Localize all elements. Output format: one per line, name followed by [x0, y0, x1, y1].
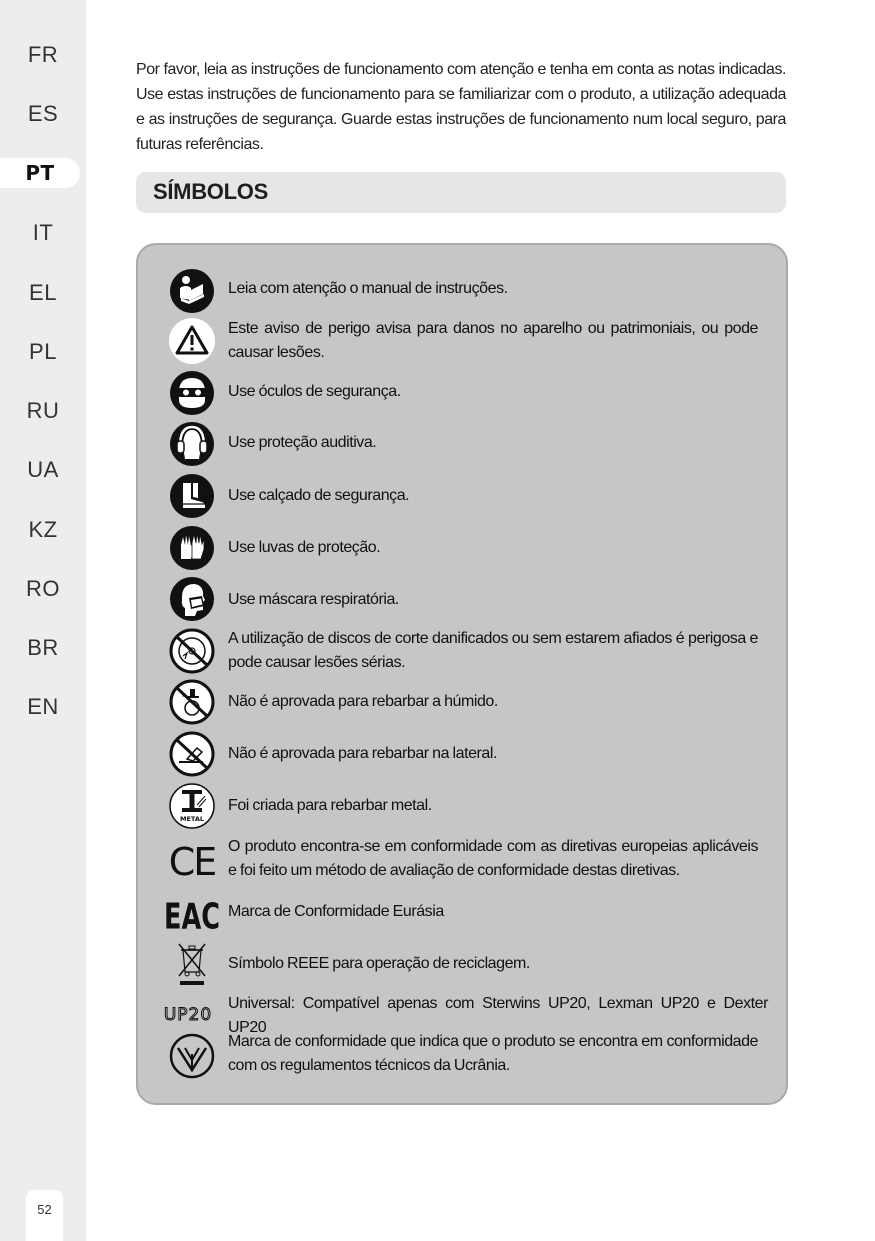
ce-label: CE	[168, 840, 216, 884]
safety-boots-icon	[168, 472, 216, 520]
language-sidebar	[0, 0, 86, 1241]
warning-icon	[168, 317, 216, 365]
symbol-description: Use máscara respiratória.	[228, 591, 399, 608]
symbol-description: Marca de Conformidade Eurásia	[228, 903, 444, 920]
symbol-description: Leia com atenção o manual de instruções.	[228, 280, 508, 297]
language-tab-pt[interactable]: PT	[0, 158, 80, 188]
ce-mark-icon	[168, 837, 216, 885]
eac-label: EAC	[163, 896, 221, 938]
no-side-grinding-icon	[168, 730, 216, 778]
symbol-description: Use óculos de segurança.	[228, 383, 401, 400]
symbol-description: Use luvas de proteção.	[228, 539, 381, 556]
language-tab-es[interactable]: ES	[27, 101, 59, 126]
symbol-description: A utilização de discos de corte danificados ou sem estarem afiados é perigosa e pode causar lesões sérias.	[228, 630, 758, 671]
up20-logo-icon	[158, 990, 218, 1038]
language-tab-pl[interactable]: PL	[29, 339, 57, 364]
symbol-description: Universal: Compatível apenas com Sterwins UP20, Lexman UP20 e Dexter UP20	[228, 995, 768, 1036]
ear-protection-icon	[168, 420, 216, 468]
symbol-description: Não é aprovada para rebarbar na lateral.	[228, 745, 497, 762]
read-manual-icon	[168, 267, 216, 315]
metal-label: METAL	[179, 815, 205, 823]
metal-grinding-icon	[168, 782, 216, 830]
eac-mark-icon	[163, 888, 221, 938]
language-tab-el[interactable]: EL	[29, 280, 57, 305]
symbol-description: Use proteção auditiva.	[228, 434, 377, 451]
weee-bin-icon	[168, 939, 216, 987]
symbol-description: Foi criada para rebarbar metal.	[228, 797, 432, 814]
intro-paragraph: Por favor, leia as instruções de funcionamento com atenção e tenha em conta as notas indicadas. Use estas instruções de funcionamento para se familiarizar com o produto, a utilização adequada e as instruções de segurança. Guarde estas instruções de funcionamento num local seguro, para futuras referências.	[136, 61, 786, 153]
language-tab-ua[interactable]: UA	[27, 457, 59, 482]
no-wet-grinding-icon	[168, 678, 216, 726]
symbols-panel	[136, 243, 788, 1105]
language-tab-br[interactable]: BR	[27, 635, 59, 660]
language-tab-ro[interactable]: RO	[26, 576, 60, 601]
symbol-description: Marca de conformidade que indica que o produto se encontra em conformidade com os regulamentos técnicos da Ucrânia.	[228, 1033, 758, 1074]
ukraine-conformity-icon	[168, 1032, 216, 1080]
symbol-description: Use calçado de segurança.	[228, 487, 410, 504]
section-header	[136, 172, 786, 213]
no-damaged-disc-icon	[168, 627, 216, 675]
page-number: 52	[26, 1190, 63, 1241]
section-title: SÍMBOLOS	[153, 179, 268, 204]
protective-gloves-icon	[168, 524, 216, 572]
symbol-description: O produto encontra-se em conformidade com as diretivas europeias aplicáveis e foi feito um método de avaliação de conformidade destas diretivas.	[228, 838, 758, 879]
language-tab-kz[interactable]: KZ	[28, 517, 58, 542]
language-tab-ru[interactable]: RU	[26, 398, 60, 423]
up20-label: UP20	[163, 1005, 213, 1025]
language-tab-it[interactable]: IT	[32, 220, 54, 245]
language-tab-en[interactable]: EN	[27, 694, 59, 719]
safety-goggles-icon	[168, 369, 216, 417]
language-tab-fr[interactable]: FR	[27, 42, 59, 67]
symbol-description: Não é aprovada para rebarbar a húmido.	[228, 693, 498, 710]
respirator-mask-icon	[168, 575, 216, 623]
symbol-description: Este aviso de perigo avisa para danos no aparelho ou patrimoniais, ou pode causar lesões.	[228, 320, 758, 361]
symbol-description: Símbolo REEE para operação de reciclagem.	[228, 955, 530, 972]
